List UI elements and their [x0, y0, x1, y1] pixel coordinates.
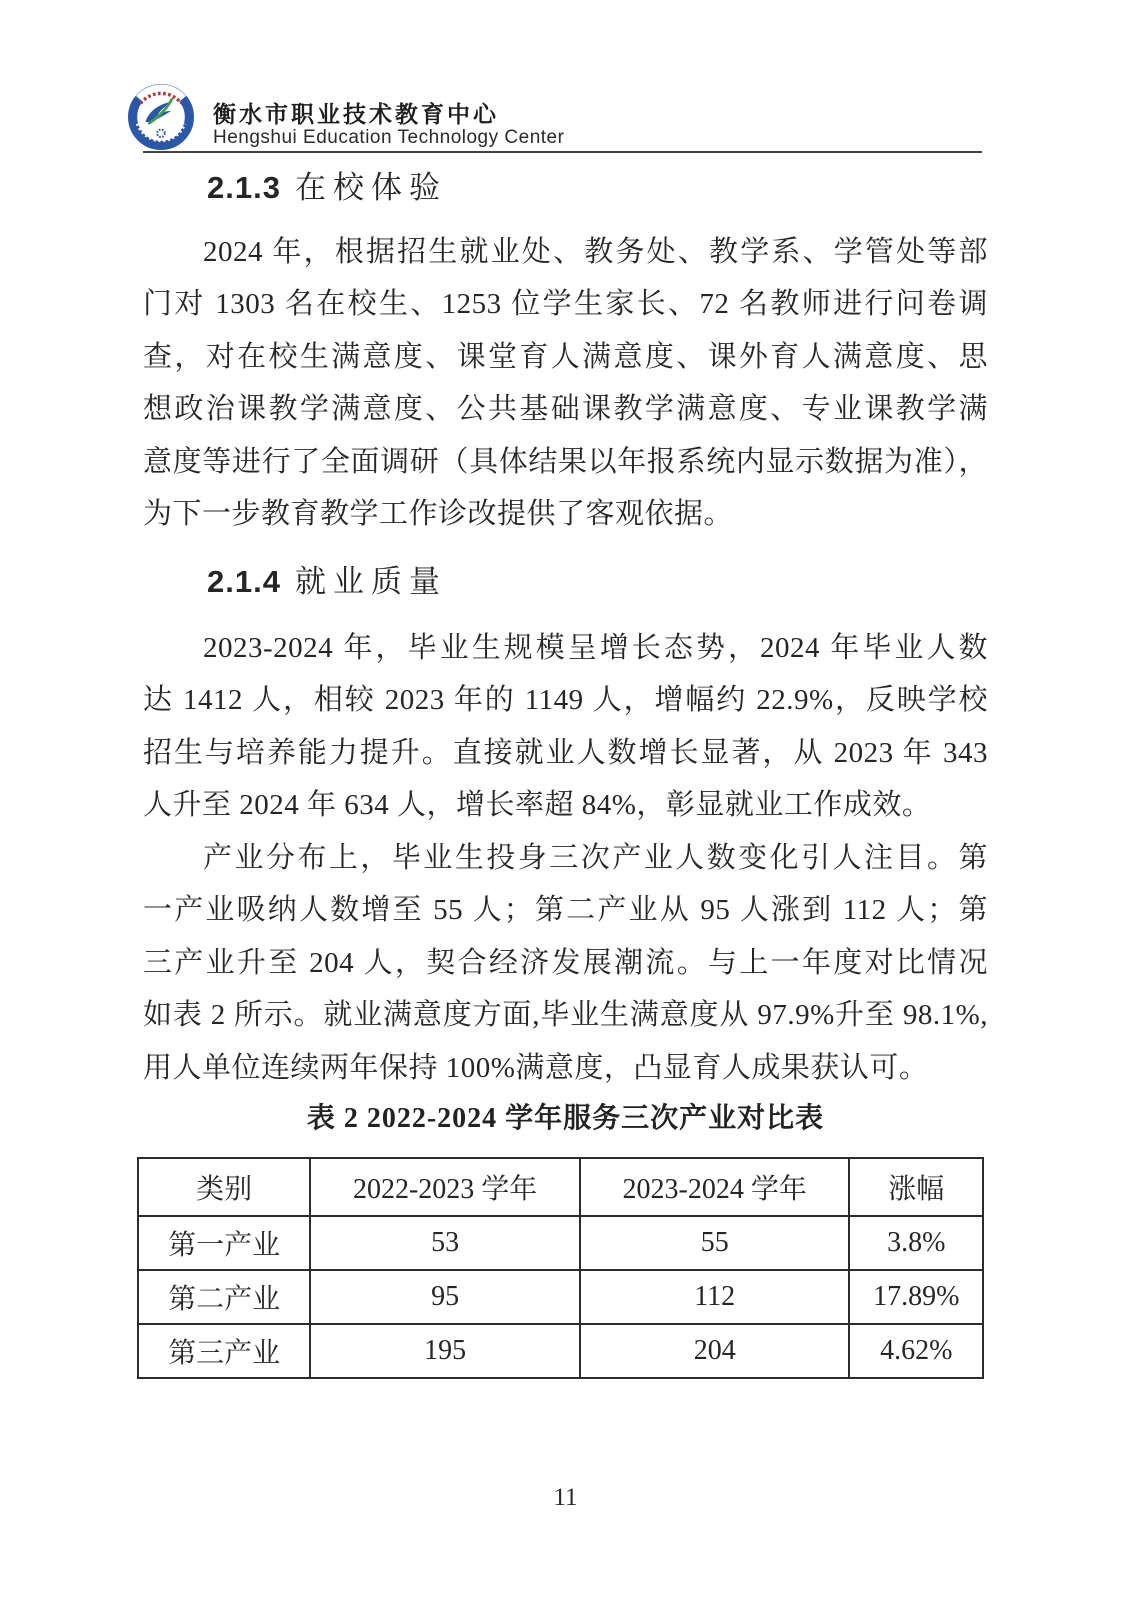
- paragraph-line: 为下一步教育教学工作诊改提供了客观依据。: [143, 497, 734, 530]
- section-heading-2-1-3: [207, 162, 447, 207]
- table-row: [138, 1270, 983, 1324]
- paragraph-line: 人升至 2024 年 634 人，增长率超 84%，彰显就业工作成效。: [143, 789, 932, 822]
- paragraph-line: 2023-2024 年，毕业生规模呈增长态势，2024 年毕业人数: [203, 632, 988, 664]
- section-heading-2-1-4: [207, 556, 447, 601]
- section-title: 在校体验: [294, 170, 447, 205]
- paragraph-line: 想政治课教学满意度、公共基础课教学满意度、专业课教学满: [143, 393, 988, 426]
- school-logo-icon: [127, 83, 195, 151]
- industry-comparison-table: [137, 1157, 984, 1379]
- org-name-zh: 衡水市职业技术教育中心: [213, 102, 499, 127]
- paragraph-graduate-growth: [143, 622, 988, 832]
- table-cell: 95: [310, 1270, 580, 1324]
- section-title: 就业质量: [294, 564, 447, 599]
- table-cell: 17.89%: [849, 1270, 983, 1324]
- table-cell: 第二产业: [138, 1270, 310, 1324]
- section-number: 2.1.3: [207, 170, 281, 205]
- table-cell: 112: [580, 1270, 850, 1324]
- header-divider: [143, 151, 982, 153]
- paragraph-line: 用人单位连续两年保持 100%满意度，凸显育人成果获认可。: [143, 1051, 929, 1084]
- table-cell: 3.8%: [849, 1216, 983, 1270]
- paragraph-industry-distribution: [143, 832, 988, 1094]
- paragraph-line: 一产业吸纳人数增至 55 人；第二产业从 95 人涨到 112 人；第: [143, 894, 988, 927]
- paragraph-line: 2024 年，根据招生就业处、教务处、教学系、学管处等部: [203, 236, 988, 268]
- section-number: 2.1.4: [207, 564, 281, 599]
- paragraph-line: 产业分布上，毕业生投身三次产业人数变化引人注目。第: [203, 842, 988, 874]
- paragraph-line: 达 1412 人，相较 2023 年的 1149 人，增幅约 22.9%，反映学校: [143, 684, 988, 717]
- table-cell: 4.62%: [849, 1324, 983, 1378]
- table-header-row: [138, 1158, 983, 1216]
- table-header-cell: 类别: [138, 1158, 310, 1216]
- paragraph-campus-experience: [143, 226, 988, 540]
- table-cell: 第三产业: [138, 1324, 310, 1378]
- paragraph-line: 如表 2 所示。就业满意度方面,毕业生满意度从 97.9%升至 98.1%,: [143, 999, 988, 1032]
- table-row: [138, 1324, 983, 1378]
- table-header-cell: 涨幅: [849, 1158, 983, 1216]
- paragraph-line: 意度等进行了全面调研（具体结果以年报系统内显示数据为准），: [143, 445, 988, 478]
- paragraph-line: 查，对在校生满意度、课堂育人满意度、课外育人满意度、思: [143, 340, 988, 373]
- table-header-cell: 2022-2023 学年: [310, 1158, 580, 1216]
- table-cell: 55: [580, 1216, 850, 1270]
- table-row: [138, 1216, 983, 1270]
- page-number: 11: [553, 1484, 578, 1511]
- paragraph-line: 三产业升至 204 人，契合经济发展潮流。与上一年度对比情况: [143, 946, 988, 979]
- org-name-en: Hengshui Education Technology Center: [213, 127, 565, 148]
- paragraph-line: 招生与培养能力提升。直接就业人数增长显著，从 2023 年 343: [143, 736, 988, 769]
- table-header-cell: 2023-2024 学年: [580, 1158, 850, 1216]
- table-cell: 195: [310, 1324, 580, 1378]
- paragraph-line: 门对 1303 名在校生、1253 位学生家长、72 名教师进行问卷调: [143, 288, 988, 321]
- table-cell: 53: [310, 1216, 580, 1270]
- table-cell: 204: [580, 1324, 850, 1378]
- table-caption: 表 2 2022-2024 学年服务三次产业对比表: [306, 1103, 825, 1134]
- table-cell: 第一产业: [138, 1216, 310, 1270]
